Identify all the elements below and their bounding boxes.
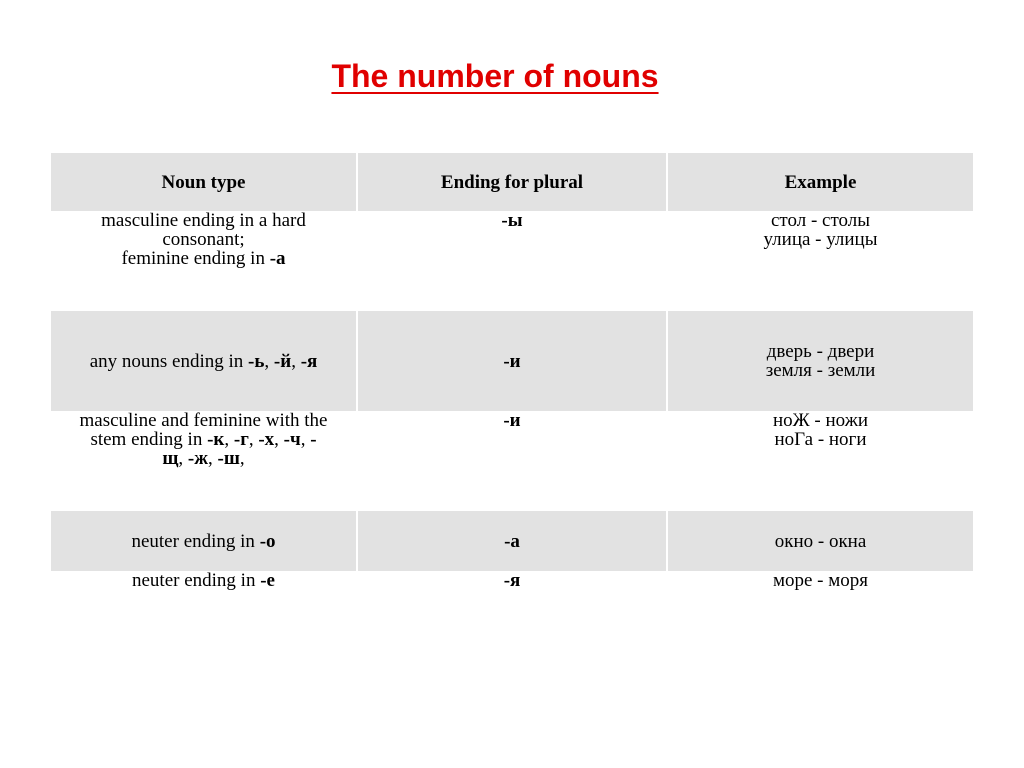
example-pair: дверь - двери: [766, 341, 875, 362]
noun-type-line: [55, 249, 352, 268]
noun-type-ending: -а: [269, 248, 286, 269]
separator: ,: [274, 429, 284, 450]
plural-nouns-table: [51, 153, 973, 631]
noun-type-ending: -к: [207, 429, 225, 450]
plural-ending-cell: -ы: [357, 211, 667, 311]
noun-type-text: neuter ending in: [131, 530, 260, 552]
noun-type-line: [55, 430, 352, 449]
example-pair: стол - столы: [770, 210, 871, 231]
noun-type-line: [55, 449, 352, 468]
separator: ,: [208, 448, 218, 469]
example-cell: [667, 311, 973, 411]
noun-type-ending: -ж: [187, 448, 209, 469]
table-row: [51, 571, 973, 631]
noun-type-cell: [51, 511, 357, 571]
separator: ,: [300, 429, 311, 450]
plural-ending-cell: -а: [357, 511, 667, 571]
table-row: [51, 311, 973, 411]
example-pair: улица - улицы: [763, 229, 878, 250]
noun-type-ending: -: [310, 429, 317, 450]
separator: ,: [178, 448, 188, 469]
example-cell: [667, 211, 973, 311]
noun-type-ending: -г: [233, 429, 249, 450]
header-noun-type: Noun type: [51, 153, 357, 211]
noun-type-text: feminine ending in: [121, 248, 270, 269]
header-example: Example: [784, 171, 857, 193]
noun-type-ending: -х: [258, 429, 275, 450]
example-cell: [667, 571, 973, 631]
noun-type-ending: -ш: [217, 448, 240, 469]
separator: ,: [248, 429, 259, 450]
noun-type-ending: щ: [162, 448, 179, 469]
noun-type-cell: [51, 211, 357, 311]
noun-type-line: consonant;: [162, 229, 245, 250]
table-row: [51, 411, 973, 511]
separator: ,: [239, 448, 245, 469]
noun-type-ending: -ь: [248, 350, 265, 372]
plural-ending-cell: -и: [357, 411, 667, 511]
noun-type-text: neuter ending in: [132, 570, 261, 591]
noun-type-cell: [51, 411, 357, 511]
example-cell: [667, 511, 973, 571]
header-ending-for-plural: Ending for plural: [357, 153, 667, 211]
separator: ,: [224, 429, 234, 450]
plural-ending-cell: -и: [357, 311, 667, 411]
table-row: [51, 211, 973, 311]
example-pair: ноЖ - ножи: [772, 410, 868, 431]
separator: ,: [291, 350, 301, 372]
table-row: [51, 511, 973, 571]
example-pair: земля - земли: [765, 360, 876, 381]
noun-type-line: masculine ending in a hard: [101, 210, 306, 231]
noun-type-ending: -о: [259, 530, 276, 552]
noun-type-ending: -ч: [283, 429, 301, 450]
noun-type-ending: -е: [260, 570, 275, 591]
slide-title: The number of nouns: [331, 58, 659, 94]
noun-type-text: stem ending in: [90, 429, 208, 450]
plural-ending-cell: -я: [357, 571, 667, 631]
noun-type-cell: [51, 571, 357, 631]
noun-type-text: any nouns ending in: [89, 350, 249, 372]
separator: ,: [264, 350, 274, 372]
example-pair: море - моря: [772, 570, 869, 591]
example-pair: окно - окна: [774, 530, 867, 552]
noun-type-ending: -я: [300, 350, 318, 372]
example-pair: ноГа - ноги: [774, 429, 867, 450]
noun-type-ending: -й: [273, 350, 292, 372]
noun-type-cell: [51, 311, 357, 411]
table-header-row: [51, 153, 973, 211]
noun-type-line: masculine and feminine with the: [79, 410, 328, 431]
example-cell: [667, 411, 973, 511]
